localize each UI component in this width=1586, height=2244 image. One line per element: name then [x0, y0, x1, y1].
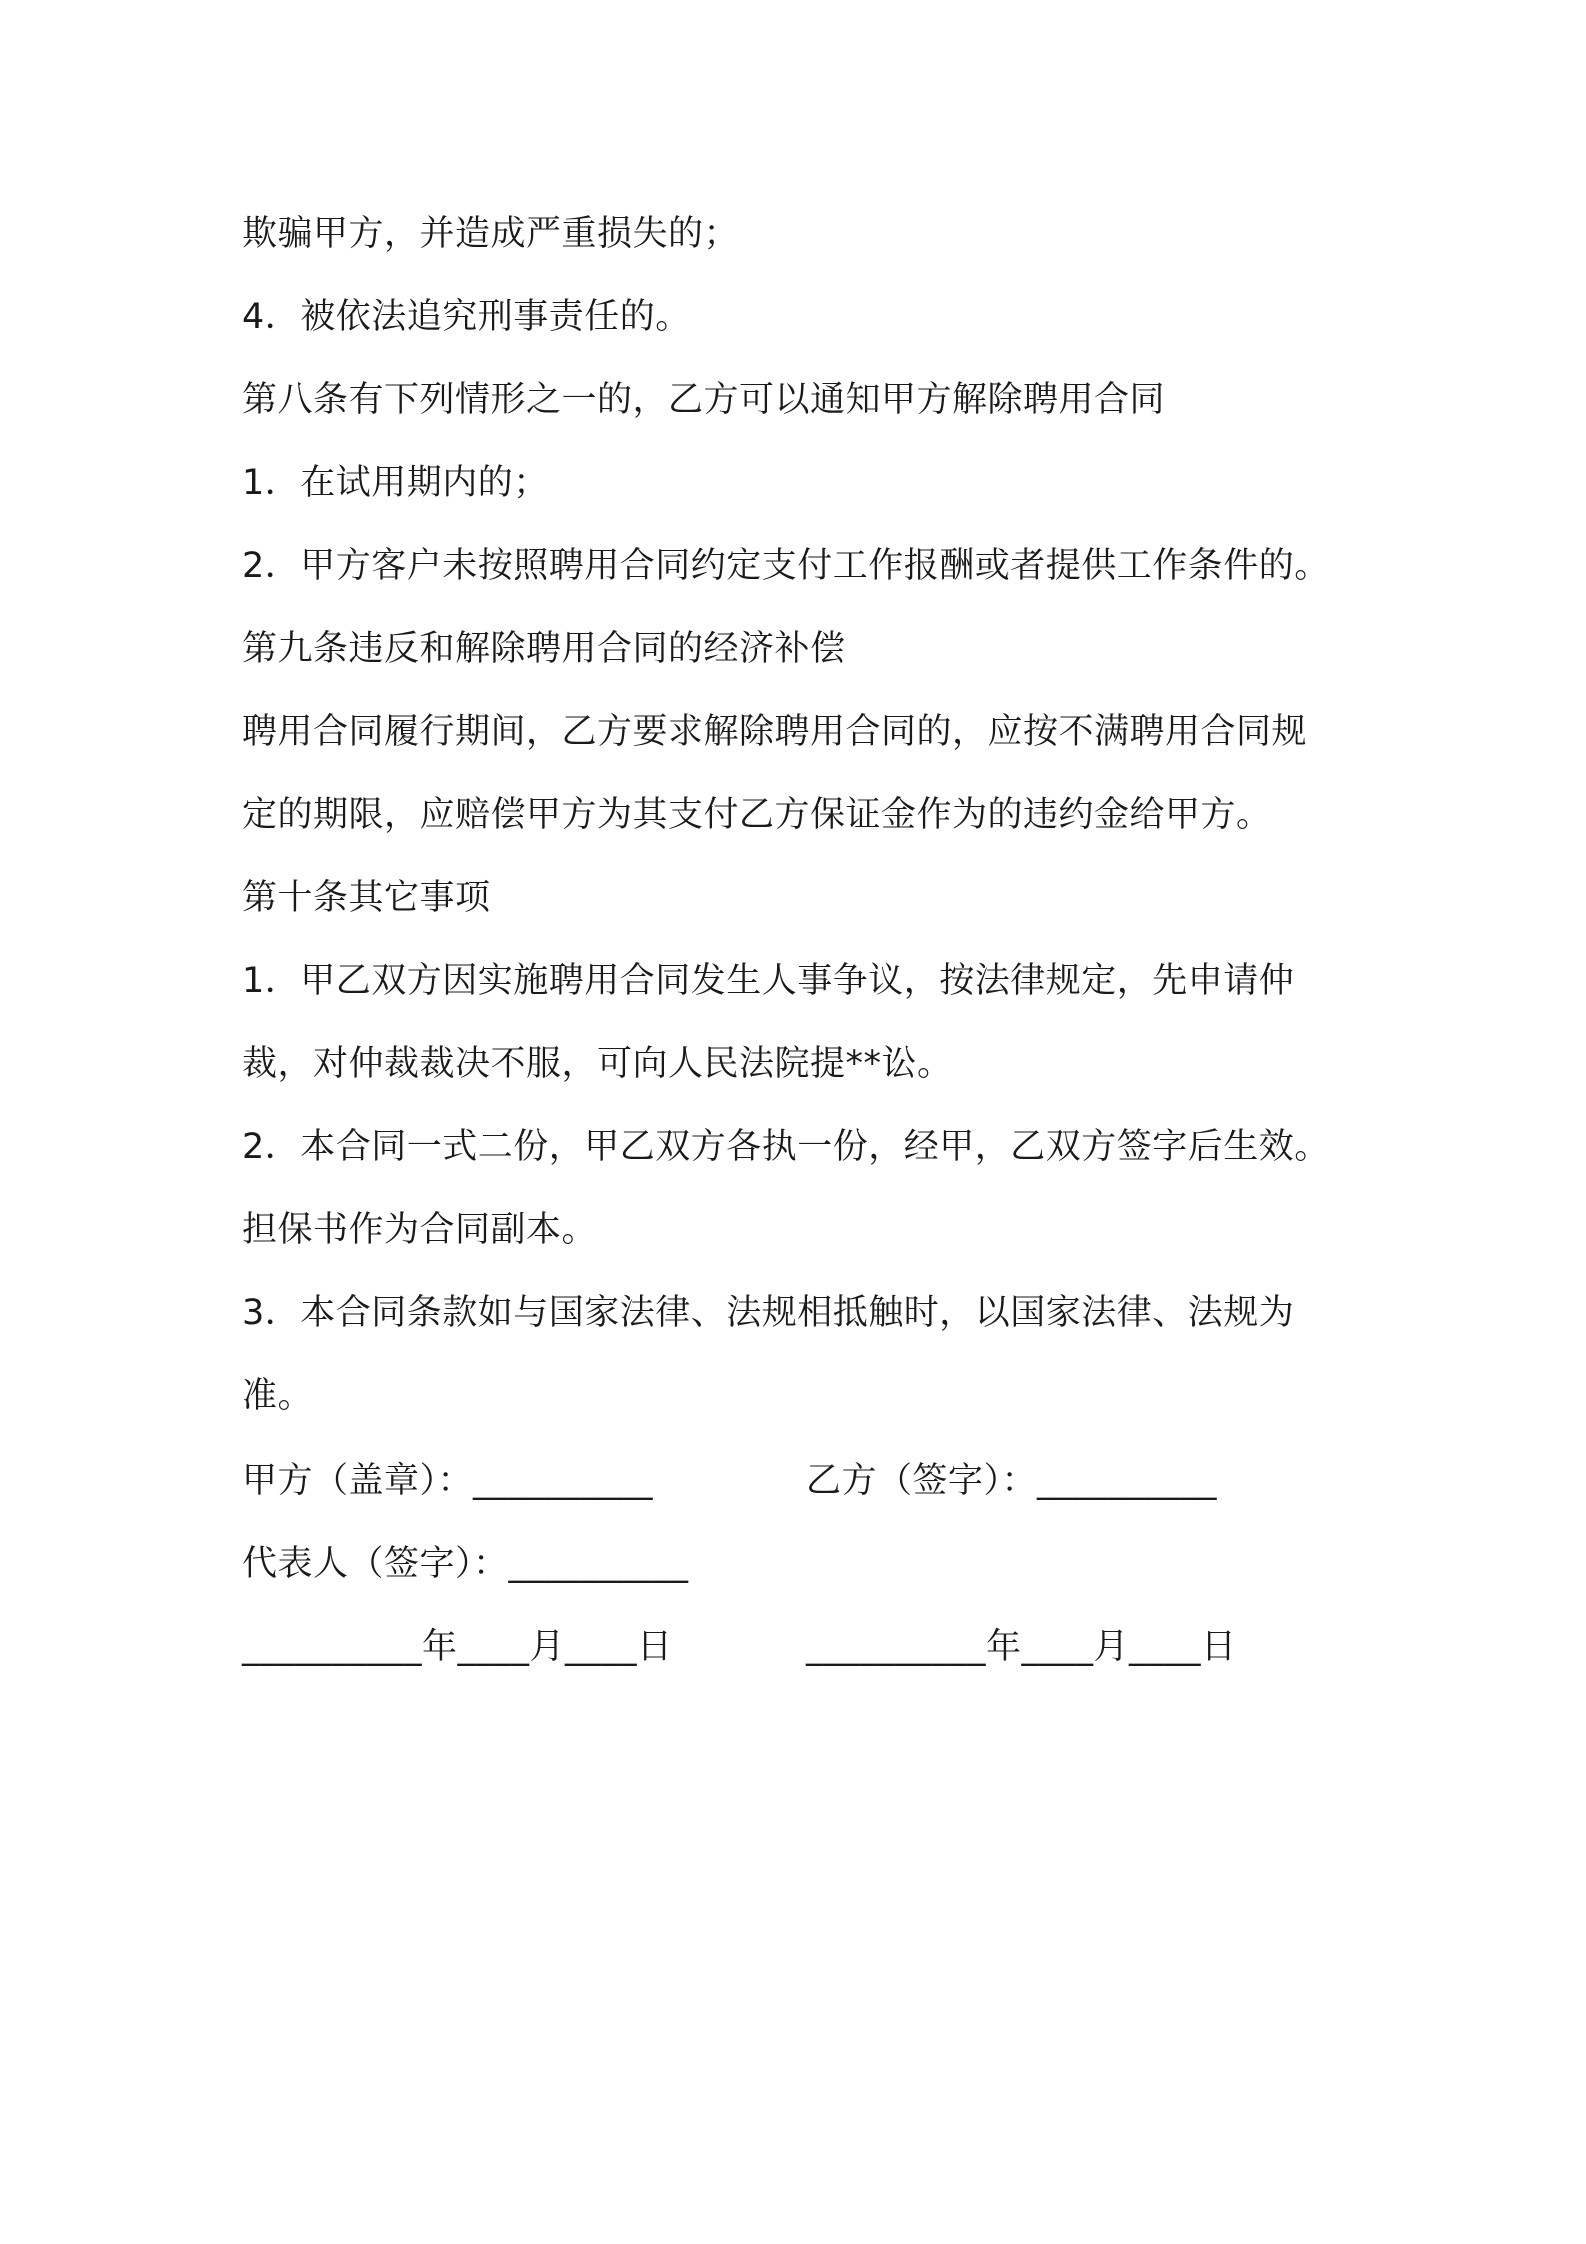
party-a-date-line: __________年____月____日	[242, 1627, 673, 1667]
paragraph-line: 2．甲方客户未按照聘用合同约定支付工作报酬或者提供工作条件的。	[242, 546, 1330, 586]
contract-body	[242, 193, 1402, 1438]
article-8-heading: 第八条有下列情形之一的，乙方可以通知甲方解除聘用合同	[242, 380, 1166, 420]
party-b-signature-line: 乙方（签字）：__________	[806, 1461, 1218, 1501]
article-10-heading: 第十条其它事项	[242, 878, 491, 918]
party-b-date-line: __________年____月____日	[806, 1627, 1237, 1667]
representative-signature-line: 代表人（签字）：__________	[242, 1544, 689, 1584]
paragraph-line: 聘用合同履行期间，乙方要求解除聘用合同的，应按不满聘用合同规	[242, 712, 1308, 752]
paragraph-line: 3．本合同条款如与国家法律、法规相抵触时，以国家法律、法规为	[242, 1293, 1295, 1333]
paragraph-line: 定的期限，应赔偿甲方为其支付乙方保证金作为的违约金给甲方。	[242, 795, 1272, 835]
paragraph-line: 担保书作为合同副本。	[242, 1210, 598, 1250]
party-a-seal-line: 甲方（盖章）：__________	[242, 1461, 654, 1501]
paragraph-line: 裁，对仲裁裁决不服，可向人民法院提**讼。	[242, 1044, 953, 1084]
paragraph-line: 2．本合同一式二份，甲乙双方各执一份，经甲，乙双方签字后生效。	[242, 1127, 1330, 1167]
paragraph-line: 4．被依法追究刑事责任的。	[242, 297, 691, 337]
paragraph-line: 准。	[242, 1376, 314, 1416]
paragraph-line: 1．在试用期内的；	[242, 463, 549, 503]
paragraph-line: 欺骗甲方，并造成严重损失的；	[242, 214, 740, 254]
paragraph-line: 1．甲乙双方因实施聘用合同发生人事争议，按法律规定，先申请仲	[242, 961, 1295, 1001]
article-9-heading: 第九条违反和解除聘用合同的经济补偿	[242, 629, 846, 669]
